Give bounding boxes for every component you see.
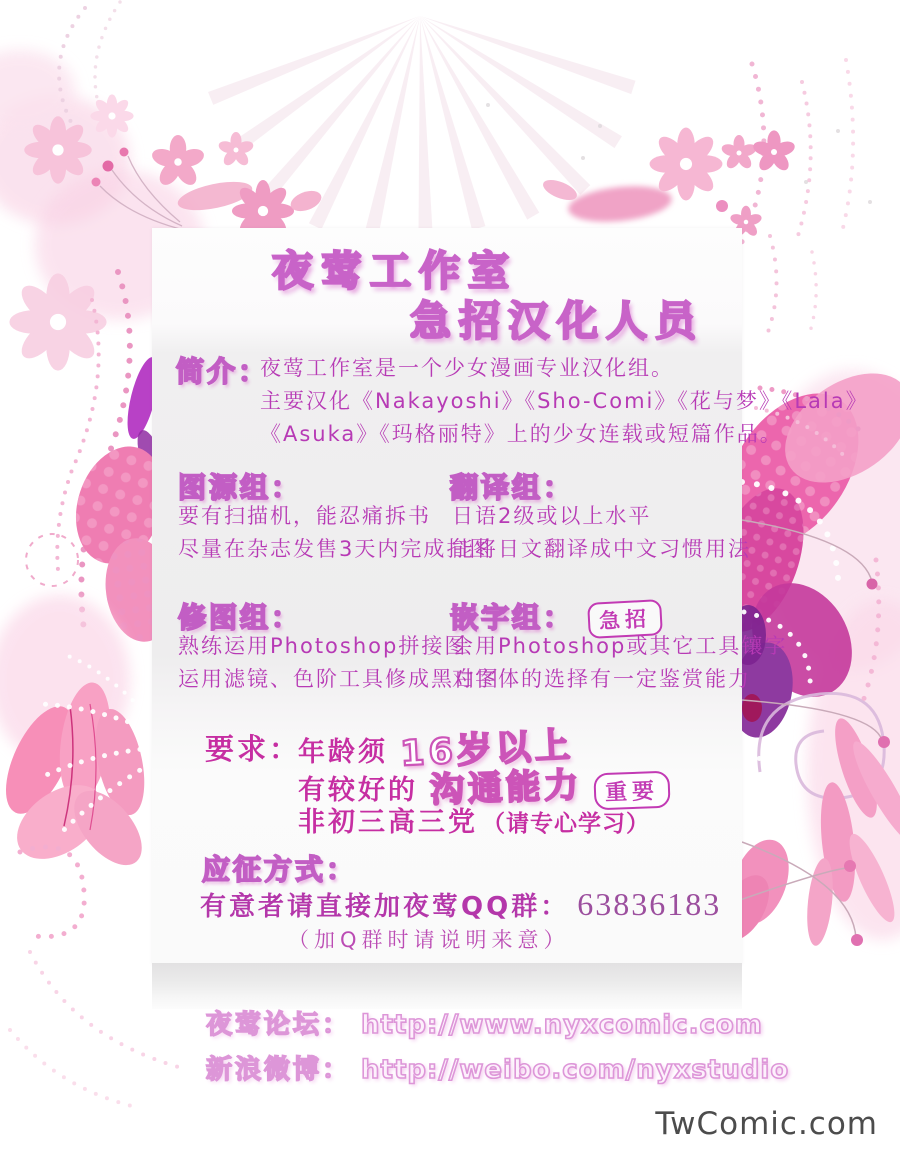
- group-retouch-req-2: 运用滤镜、色阶工具修成黑白图: [178, 667, 500, 691]
- group-scan-req-1: 要有扫描机，能忍痛拆书: [178, 504, 431, 528]
- recruit-subtitle: 急招汉化人员: [410, 297, 704, 345]
- qq-group-number: 63836183: [577, 886, 722, 922]
- intro-line-2: 主要汉化《Nakayoshi》《Sho-Comi》《花与梦》《Lala》: [260, 389, 869, 413]
- weibo-link-row: [206, 1049, 789, 1086]
- group-translate-label: 翻译组：: [450, 471, 575, 504]
- site-watermark: TwComic.com: [655, 1106, 878, 1142]
- forum-link-label: 夜莺论坛：: [206, 1010, 352, 1040]
- panel-bottom-band: [152, 963, 742, 1009]
- intro-line-1: 夜莺工作室是一个少女漫画专业汉化组。: [260, 356, 674, 380]
- group-typeset-reqs: [452, 630, 787, 696]
- forum-link-url[interactable]: http://www.nyxcomic.com: [361, 1010, 763, 1040]
- studio-title: 夜莺工作室: [272, 247, 517, 295]
- important-badge: 重要: [593, 771, 670, 811]
- group-typeset-req-1: 会用Photoshop或其它工具镶字: [452, 634, 788, 658]
- apply-instruction: 有意者请直接加夜莺QQ群：: [200, 892, 570, 922]
- group-typeset-label: 嵌字组：: [450, 601, 575, 634]
- group-typeset-req-2: 对字体的选择有一定鉴赏能力: [452, 667, 751, 691]
- communication-prefix: 有较好的: [298, 775, 418, 806]
- requirement-student: [298, 800, 650, 839]
- intro-line-3: 《Asuka》《玛格丽特》上的少女连载或短篇作品。: [260, 422, 783, 446]
- student-restriction: 非初三高三党: [298, 807, 478, 838]
- apply-line: [200, 886, 721, 923]
- urgent-badge: 急招: [587, 599, 663, 639]
- intro-label: 简介：: [176, 355, 270, 388]
- group-scan-req-2: 尽量在杂志发售3天内完成扫图: [178, 537, 493, 561]
- forum-link-row: [206, 1004, 763, 1041]
- weibo-link-label: 新浪微博：: [206, 1055, 352, 1085]
- group-translate-req-1: 日语2级或以上水平: [452, 504, 652, 528]
- group-scan-label: 图源组：: [178, 471, 303, 504]
- apply-label: 应征方式：: [202, 853, 358, 886]
- communication-highlight: 沟通能力: [429, 765, 583, 811]
- age-highlight: 16岁以上: [399, 725, 575, 775]
- requirements-label: 要求：: [205, 732, 302, 766]
- group-retouch-req-1: 熟练运用Photoshop拼接图: [178, 634, 468, 658]
- group-retouch-label: 修图组：: [178, 601, 303, 634]
- weibo-link-url[interactable]: http://weibo.com/nyxstudio: [361, 1055, 790, 1085]
- group-translate-req-2: 能将日文翻译成中文习惯用法: [452, 537, 751, 561]
- student-note: （请专心学习）: [482, 811, 650, 837]
- group-scan-reqs: [178, 500, 492, 566]
- group-translate-reqs: [452, 500, 751, 566]
- age-prefix: 年龄须: [298, 737, 388, 768]
- intro-body: [260, 352, 869, 451]
- apply-note: （加Q群时请说明来意）: [288, 928, 570, 952]
